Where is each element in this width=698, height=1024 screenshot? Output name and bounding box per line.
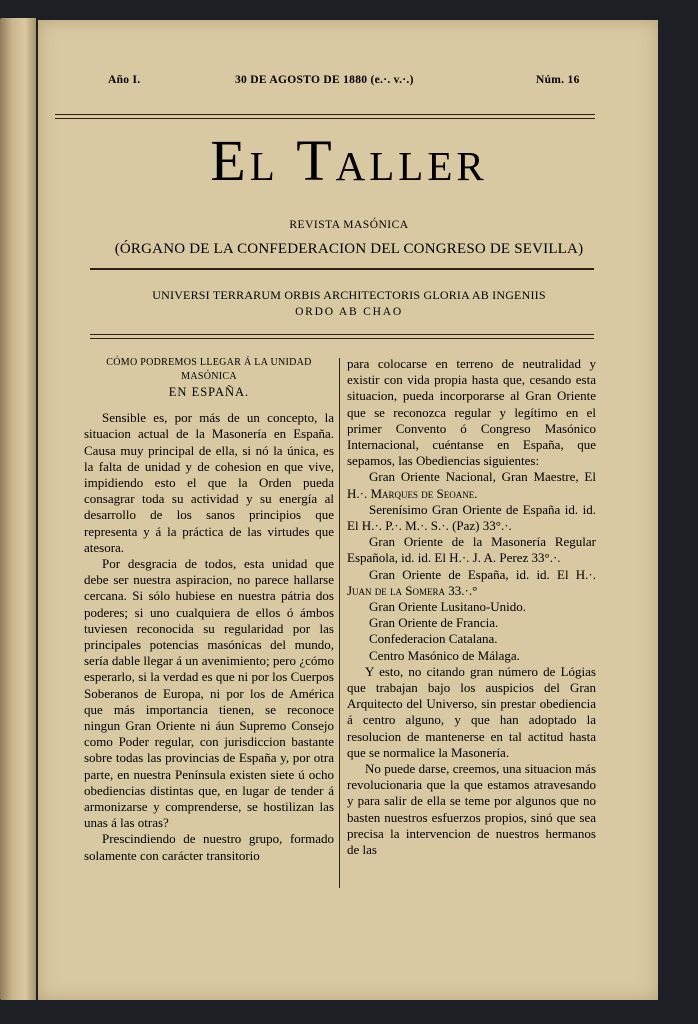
obedience-name: Marques de Seoane. bbox=[370, 485, 478, 501]
header-rule-top bbox=[55, 114, 595, 115]
issue-date: 30 DE AGOSTO DE 1880 (e.·. v.·.) bbox=[235, 74, 414, 86]
obedience-text: Gran Oriente Nacional, Gran Maestre, El H.·. bbox=[347, 469, 596, 501]
masthead-subtitle: REVISTA MASÓNICA bbox=[289, 219, 409, 231]
column-2-paragraph-2: Y esto, no citando gran número de Lógias que trabajan bajo los auspicios del Gran Arquitecto del Universo, sin prestar obediencia á centro alguno, y que han adoptado la resolucion de mantenerse en tal actitud hasta que se normalice la Masonería. bbox=[347, 663, 596, 760]
header-rule-bottom bbox=[55, 118, 595, 119]
motto-line-1: UNIVERSI TERRARUM ORBIS ARCHITECTORIS GLORIA AB INGENIIS bbox=[152, 288, 546, 302]
content-rule-bottom bbox=[90, 338, 594, 339]
obedience-entry: Gran Oriente de la Masonería Regular Española, id. id. El H.·. J. A. Perez 33°.·. bbox=[347, 534, 596, 566]
obedience-entry: Gran Oriente Lusitano-Unido. bbox=[369, 599, 527, 615]
article-paragraph-2: Por desgracia de todos, esta unidad que debe ser nuestra aspiracion, no parece hallarse cercana. Si sólo hubiese en nuestra pátria dos poderes; si uno cualquiera de ellos ó ámbos tuviesen reconocida su regularidad por las principales potencias masónicas del mundo, sería dable llegar á un avenimiento; pero ¿cómo esperarlo, si la verdad es que ni por los Cuerpos Soberanos de Europa, ni por los de América que más importancia tienen, se reconoce ningun Gran Oriente ni áun Supremo Consejo como Poder regular, con jurisdiccion bastante sobre todas las provincias de España y, por otra parte, en nuestra Península existen siete ú ocho obediencias distintas que, en lugar de tender á armonizarse y comprenderse, se hostilizan las unas á las otras? bbox=[84, 556, 334, 831]
obedience-text: Gran Oriente de España, id. id. El H.·. bbox=[369, 566, 596, 582]
article-title-line-1: CÓMO PODREMOS LLEGAR Á LA UNIDAD MASÓNICA bbox=[106, 357, 312, 382]
article-paragraph-3: Prescindiendo de nuestro grupo, formado solamente con carácter transitorio bbox=[84, 831, 334, 863]
obedience-entry bbox=[347, 469, 596, 501]
obedience-entry bbox=[347, 567, 596, 599]
masthead-organ: (ÓRGANO DE LA CONFEDERACION DEL CONGRESO DE SEVILLA) bbox=[114, 241, 584, 257]
column-divider bbox=[339, 358, 340, 888]
content-rule-top bbox=[90, 334, 594, 335]
obedience-entry: Gran Oriente de Francia. bbox=[369, 615, 499, 631]
column-2 bbox=[347, 356, 596, 858]
column-1 bbox=[84, 356, 334, 864]
obedience-entry: Centro Masónico de Málaga. bbox=[369, 647, 520, 663]
masthead-rule bbox=[90, 268, 594, 270]
issue-number: Núm. 16 bbox=[536, 74, 580, 86]
article-paragraph-1: Sensible es, por más de un concepto, la situacion actual de la Masonería en España. Causa muy principal de ella, si nó la única, es la falta de unidad y de cohesion en que vive, impidiendo esto el que la Orden pueda consagrar toda su actividad y su energía al desarrollo de los sanos principios que representa y á la práctica de las virtudes que atesora. bbox=[84, 410, 334, 555]
obedience-entry: Serenísimo Gran Oriente de España id. id. El H.·. P.·. M.·. S.·. (Paz) 33°.·. bbox=[347, 501, 596, 534]
article-title-line-2: EN ESPAÑA. bbox=[168, 385, 250, 399]
obedience-name: Juan de la Somera 33.·.° bbox=[347, 582, 478, 598]
obedience-entry: Confederacion Catalana. bbox=[369, 631, 498, 647]
masthead-title: El Taller bbox=[210, 128, 488, 193]
column-2-paragraph-3: No puede darse, creemos, una situacion más revolucionaria que la que estamos atravesando y para salir de ella se teme por algunos que no basten nuestros esfuerzos propios, sinó que sea precisa la intervencion de nuestros hermanos de las bbox=[347, 761, 596, 858]
motto-line-2: ORDO AB CHAO bbox=[295, 306, 403, 318]
column-2-intro: para colocarse en terreno de neutralidad y existir con vida propia hasta que, cesando esta situacion, pueda incorporarse al Gran Oriente que se reconozca regular y legítimo en el primer Convento ó Congreso Masónico Internacional, cuéntanse en España, que sepamos, las Obediencias siguientes: bbox=[347, 356, 596, 469]
issue-year: Año I. bbox=[108, 74, 141, 86]
